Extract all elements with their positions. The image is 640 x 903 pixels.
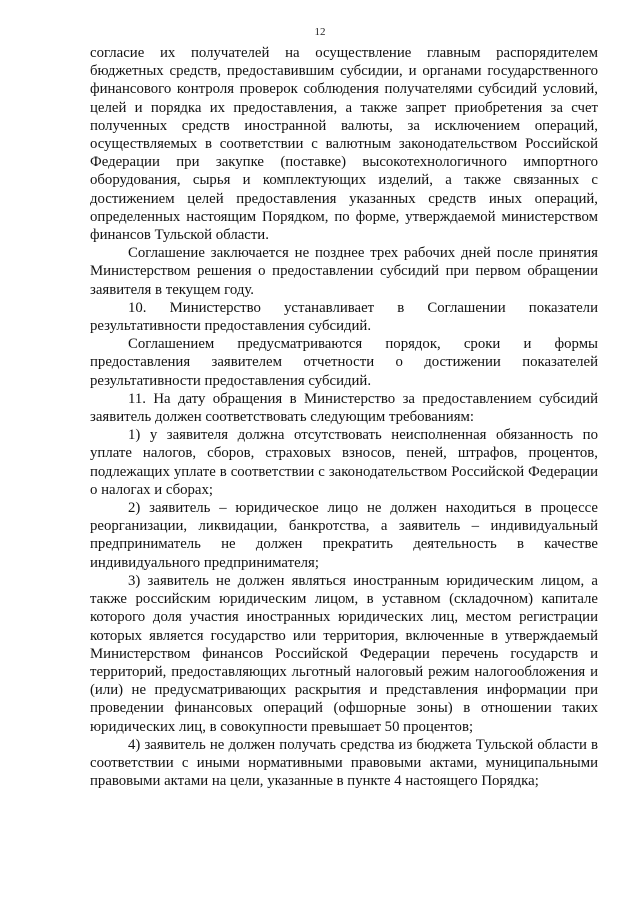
paragraph-requirement-4: 4) заявитель не должен получать средства из бюджета Тульской области в соответствии с иными нормативными правовыми актами, муниципальными правовыми актами на цели, указанные в пункте 4 настоящего Порядка;: [90, 736, 598, 790]
paragraph-agreement-consent: согласие их получателей на осуществление главным распорядителем бюджетных средств, предоставившим субсидии, и органами государственного финансового контроля проверок соблюдения получателями субсидий условий, целей и порядка их предоставления, а также запрет приобретения за счет полученных средств иностранной валюты, за исключением операций, осуществляемых в соответствии с валютным законодательством Российской Федерации при закупке (поставке) высокотехнологичного импортного оборудования, сырья и комплектующих изделий, а также связанных с достижением целей предоставления указанных средств иных операций, определенных настоящим Порядком, по форме, утверждаемой министерством финансов Тульской области.: [90, 45, 598, 244]
paragraph-requirement-1: 1) у заявителя должна отсутствовать неисполненная обязанность по уплате налогов, сборов, страховых взносов, пеней, штрафов, процентов, подлежащих уплате в соответствии с законодательством Российской Федерации о налогах и сборах;: [90, 427, 598, 498]
paragraph-agreement-deadline: Соглашение заключается не позднее трех рабочих дней после принятия Министерством решения о предоставлении субсидий при первом обращении заявителя в текущем году.: [90, 245, 598, 298]
paragraph-clause-10: 10. Министерство устанавливает в Соглашении показатели результативности предоставления субсидий.: [90, 299, 598, 335]
document-body: [90, 44, 598, 790]
paragraph-reporting-terms: Соглашением предусматриваются порядок, сроки и формы предоставления заявителем отчетности о достижении показателей результативности предоставления субсидий.: [90, 336, 598, 389]
paragraph-clause-11: 11. На дату обращения в Министерство за предоставлением субсидий заявитель должен соответствовать следующим требованиям:: [90, 390, 598, 426]
paragraph-requirement-3: 3) заявитель не должен являться иностранным юридическим лицом, а также российским юридическим лицом, в уставном (складочном) капитале которого доля участия иностранных юридических лиц, местом регистрации которых является государство или территория, включенные в утверждаемый Министерством финансов Российской Федерации перечень государств и территорий, предоставляющих льготный налоговый режим налогообложения и (или) не предусматривающих раскрытия и представления информации при проведении финансовых операций (офшорные зоны) в отношении таких юридических лиц, в совокупности превышает 50 процентов;: [90, 572, 598, 735]
paragraph-requirement-2: 2) заявитель – юридическое лицо не должен находиться в процессе реорганизации, ликвидации, банкротства, а заявитель – индивидуальный предприниматель не должен прекратить деятельность в качестве индивидуального предпринимателя;: [90, 500, 598, 571]
page-number: 12: [314, 26, 326, 38]
